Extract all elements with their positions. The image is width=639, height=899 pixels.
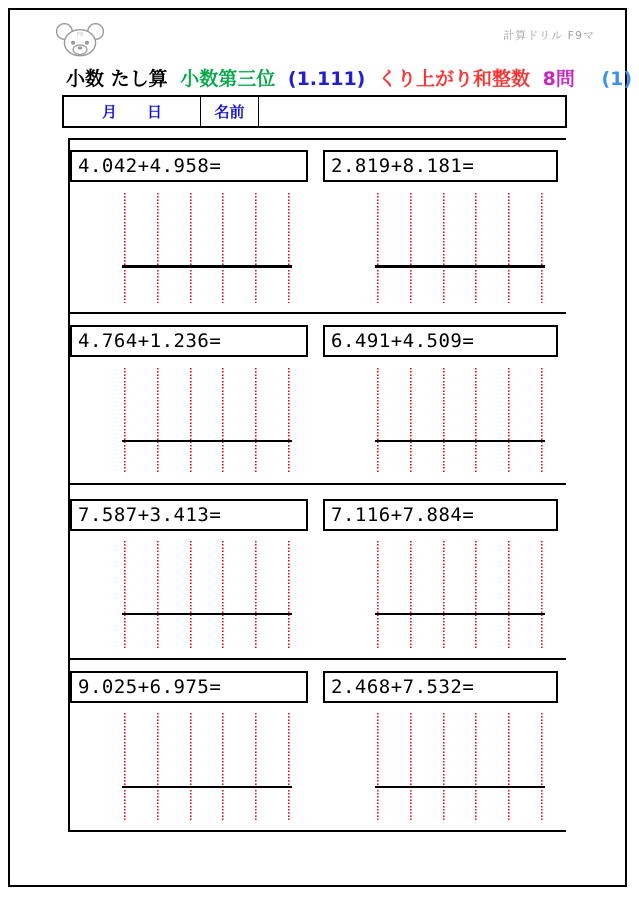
- problem-expression: 4.042+4.958=: [78, 155, 222, 177]
- problem-box: [323, 325, 558, 357]
- row-separator-line: [68, 312, 566, 314]
- problem-box: [70, 671, 308, 703]
- problem-expression: 7.587+3.413=: [78, 504, 222, 526]
- problem-box: [323, 150, 558, 182]
- date-cell[interactable]: [64, 97, 200, 126]
- header-watermark: 計算ドリル F9マ: [503, 29, 595, 42]
- problem-expression: 6.491+4.509=: [331, 330, 475, 352]
- work-grid-lines: [124, 713, 290, 822]
- answer-line: [375, 440, 545, 442]
- title-carry-note: くり上がり和整数: [377, 68, 530, 90]
- problem-box: [70, 150, 308, 182]
- answer-line: [122, 786, 292, 788]
- title-topic: 小数 たし算: [66, 68, 168, 90]
- problem-box: [70, 325, 308, 357]
- problem-expression: 2.819+8.181=: [331, 155, 475, 177]
- title-precision: 小数第三位: [180, 68, 276, 90]
- work-grid-lines: [124, 193, 290, 303]
- row-separator-line: [68, 483, 566, 485]
- name-label-cell: [200, 97, 259, 126]
- work-grid-lines: [377, 368, 543, 473]
- grid-left-border: [68, 138, 70, 832]
- work-grid-lines: [124, 368, 290, 473]
- answer-line: [375, 786, 545, 788]
- work-grid-lines: [377, 193, 543, 303]
- row-separator-line: [68, 830, 566, 832]
- answer-line: [375, 265, 545, 268]
- work-grid-lines: [377, 541, 543, 648]
- koala-logo-icon: [54, 19, 106, 63]
- problem-expression: 2.468+7.532=: [331, 676, 475, 698]
- logo-text: F9: [76, 31, 84, 38]
- row-separator-line: [68, 138, 566, 140]
- problem-expression: 4.764+1.236=: [78, 330, 222, 352]
- problem-box: [323, 499, 558, 531]
- name-input-cell[interactable]: [259, 97, 565, 126]
- name-date-table: [62, 95, 567, 128]
- problem-box: [70, 499, 308, 531]
- answer-line: [122, 613, 292, 615]
- title-problem-count: 8問: [542, 68, 575, 90]
- name-label: 名前: [214, 103, 245, 121]
- month-label: 月: [101, 103, 117, 121]
- row-separator-line: [68, 658, 566, 660]
- answer-line: [122, 440, 292, 442]
- day-label: 日: [147, 103, 163, 121]
- problem-expression: 9.025+6.975=: [78, 676, 222, 698]
- problem-expression: 7.116+7.884=: [331, 504, 475, 526]
- answer-line: [122, 265, 292, 268]
- work-grid-lines: [124, 541, 290, 648]
- problem-box: [323, 671, 558, 703]
- answer-line: [375, 613, 545, 615]
- worksheet-title: [66, 64, 633, 91]
- work-grid-lines: [377, 713, 543, 822]
- title-example: (1.111): [287, 68, 366, 90]
- title-sheet-number: (1): [601, 68, 633, 90]
